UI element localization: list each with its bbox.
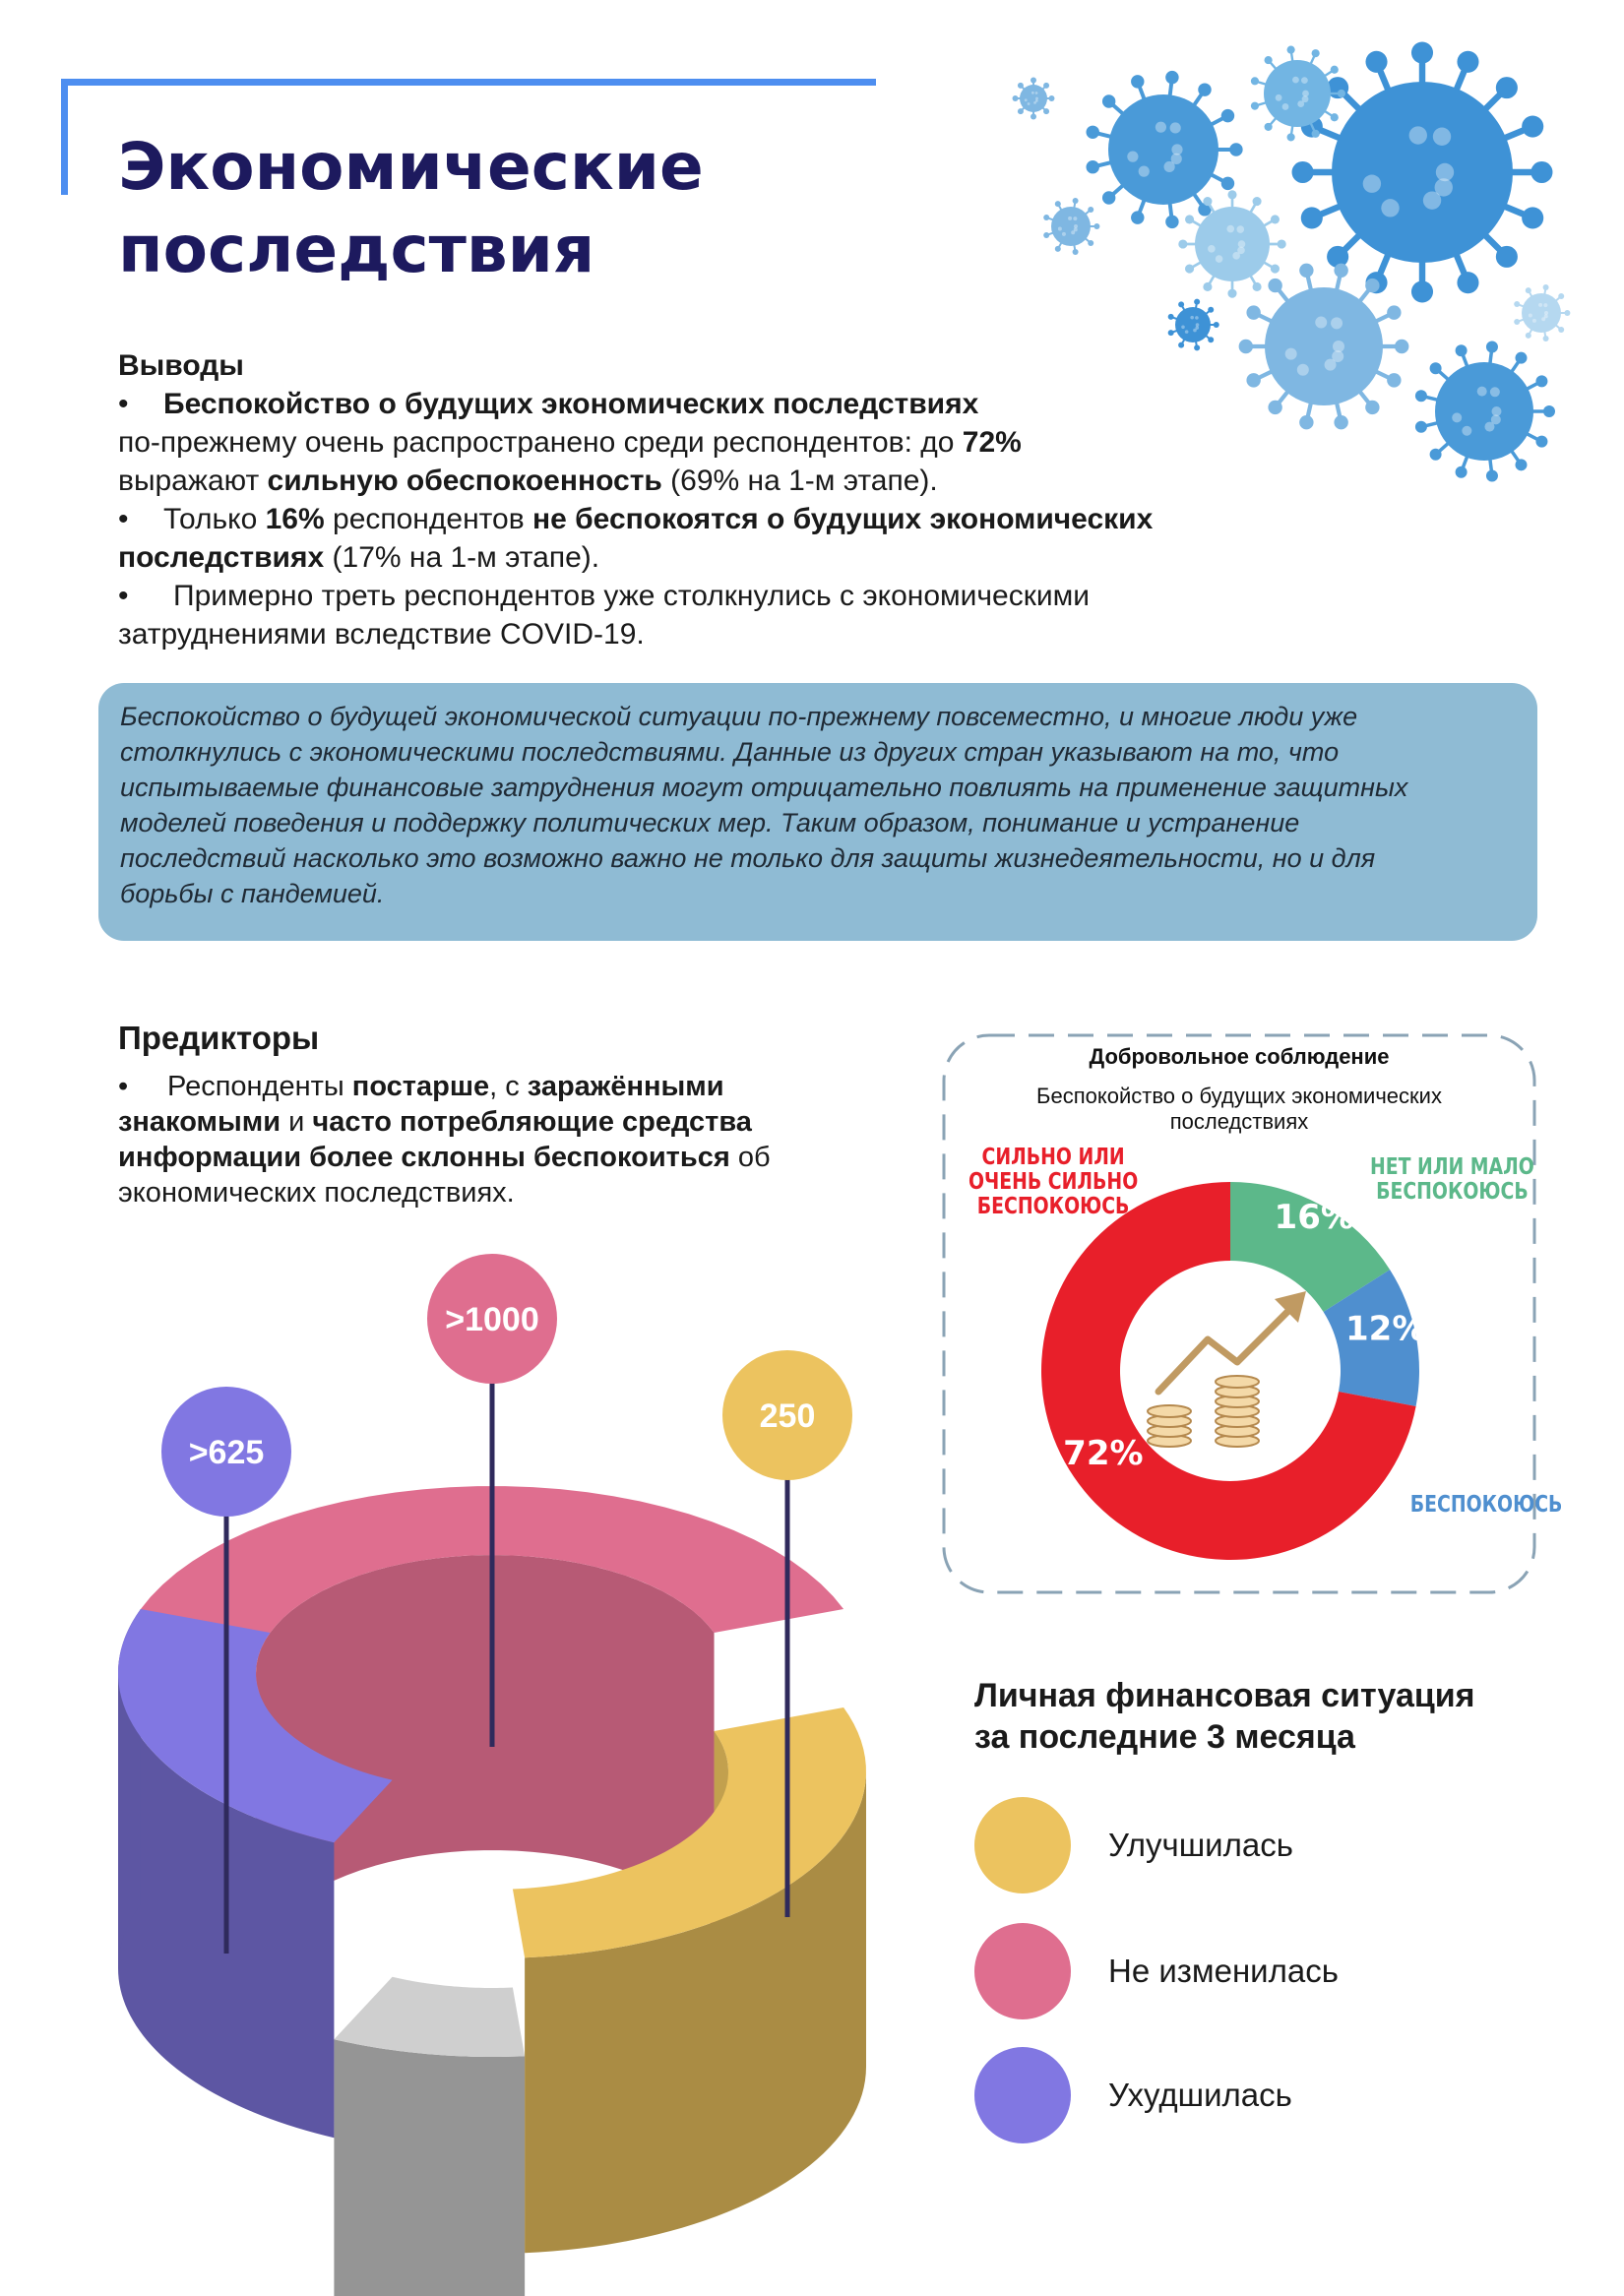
- virus-icon: [1168, 299, 1219, 351]
- donut-slices: [1041, 1182, 1425, 1560]
- page-title-line-1: Экономические: [118, 129, 704, 205]
- virus-icon: [1292, 42, 1553, 303]
- pred-t5: экономических последствиях.: [118, 1177, 515, 1209]
- conclusion-1-bold: Беспокойство о будущих экономических последствиях: [163, 388, 979, 420]
- conclusion-2-percent: 16%: [265, 503, 325, 535]
- predictors-line-1: [118, 1069, 827, 1104]
- conclusion-1-percent: 72%: [962, 426, 1022, 459]
- callout-line-4: моделей поведения и поддержку политических мер. Таким образом, понимание и устранение: [120, 808, 1300, 838]
- conclusion-2-cont: [118, 538, 1358, 577]
- conclusions-section: [118, 346, 1358, 653]
- conclusion-1-text: по-прежнему очень распространено среди респондентов: до: [118, 426, 963, 459]
- callout-line-1: Беспокойство о будущей экономической ситуации по-прежнему повсеместно, и многие люди уже: [120, 702, 1358, 731]
- conclusion-1-text-3: (69% на 1-м этапе).: [661, 465, 938, 497]
- financial-situation-ring-chart: [98, 1220, 886, 2145]
- predictors-text: [118, 1069, 827, 1210]
- conclusion-2-text-3: (17% на 1-м этапе).: [324, 541, 600, 574]
- bullet: •: [118, 503, 129, 535]
- predictors-line-2: [118, 1104, 827, 1140]
- bullet: •: [118, 580, 129, 612]
- bullet: •: [118, 388, 129, 420]
- pred-b4: часто потребляющие средства: [312, 1106, 752, 1138]
- pin-value-label: >625: [188, 1434, 265, 1471]
- ring-segment-top: [334, 1977, 525, 2057]
- legend-title: [974, 1675, 1475, 1758]
- conclusion-2-text: Только: [163, 503, 266, 535]
- red-slice-label-2: ОЧЕНЬ СИЛЬНО: [968, 1167, 1139, 1195]
- conclusion-2-bold: не беспокоятся о будущих экономических: [532, 503, 1154, 535]
- donut-heading: Добровольное соблюдение: [1089, 1044, 1390, 1069]
- conclusion-2-text-2: респондентов: [324, 503, 532, 535]
- legend-label: Не изменилась: [1108, 1953, 1339, 1989]
- ring-outer-wall: [334, 2039, 525, 2296]
- conclusions-heading: Выводы: [118, 349, 244, 382]
- conclusion-3-text: Примерно треть респондентов уже столкнулись с экономическими: [173, 580, 1091, 612]
- green-slice-label-2: БЕСПОКОЮСЬ: [1376, 1177, 1529, 1205]
- legend-swatch: [974, 1797, 1071, 1893]
- red-slice-label-1: СИЛЬНО ИЛИ: [981, 1143, 1125, 1170]
- blue-slice-label: БЕСПОКОЮСЬ: [1409, 1490, 1563, 1518]
- conclusion-1-cont-2: [118, 462, 1358, 500]
- callout-box: [98, 683, 1537, 941]
- legend-title-line-2: за последние 3 месяца: [974, 1718, 1355, 1756]
- conclusion-1: [118, 385, 1358, 423]
- predictors-line-3: [118, 1140, 827, 1175]
- donut-subtitle-1: Беспокойство о будущих экономических: [1036, 1084, 1442, 1108]
- virus-icon: [1251, 45, 1345, 141]
- predictors-heading: Предикторы: [118, 1020, 320, 1056]
- donut-value-label: 72%: [1063, 1434, 1144, 1474]
- virus-icon: [1087, 71, 1243, 228]
- conclusion-2: [118, 500, 1358, 538]
- virus-icon: [1514, 284, 1570, 341]
- legend-swatch: [974, 1923, 1071, 2019]
- donut-subtitle-2: последствиях: [1169, 1109, 1309, 1134]
- page-title-line-2: последствия: [118, 212, 595, 287]
- pred-b3: знакомыми: [118, 1106, 281, 1138]
- conclusion-2-bold-2: последствиях: [118, 541, 325, 574]
- pred-t1: Респонденты: [167, 1071, 352, 1102]
- pred-t4: об: [729, 1142, 771, 1173]
- callout-line-6: борьбы с пандемией.: [120, 879, 385, 908]
- callout-line-2: столкнулись с экономическими последствиями. Данные из других стран указывают на то, что: [120, 737, 1340, 767]
- pred-b5: информации более склонны беспокоиться: [118, 1142, 730, 1173]
- conclusion-3-text-2: затруднениями вследствие COVID-19.: [118, 618, 645, 651]
- legend-title-line-1: Личная финансовая ситуация: [974, 1677, 1475, 1714]
- conclusion-3: [118, 577, 1358, 615]
- legend-label: Ухудшилась: [1108, 2077, 1292, 2113]
- legend-swatch: [974, 2047, 1071, 2143]
- pred-b2: заражёнными: [527, 1071, 724, 1102]
- callout-line-3: испытываемые финансовые затруднения могут отрицательно повлиять на применение защитных: [120, 773, 1408, 802]
- page-title: [118, 126, 704, 291]
- pred-b1: постарше: [351, 1071, 490, 1102]
- donut-value-label: 12%: [1345, 1309, 1426, 1349]
- header-accent-bar: [61, 79, 68, 195]
- virus-icon: [1013, 78, 1055, 120]
- conclusion-3-cont: [118, 615, 1358, 653]
- header-accent-line: [61, 79, 876, 86]
- pin-value-label: >1000: [445, 1301, 539, 1338]
- predictors-line-4: [118, 1175, 827, 1210]
- pred-t3: и: [281, 1106, 313, 1138]
- donut-value-label: 16%: [1274, 1197, 1354, 1237]
- worry-donut-chart: [940, 1031, 1563, 1596]
- pin-value-label: 250: [759, 1397, 816, 1435]
- coins-arrow-icon: [1148, 1291, 1306, 1447]
- bullet: •: [118, 1071, 129, 1102]
- pred-t2: , с: [489, 1071, 528, 1102]
- legend-label: Улучшилась: [1108, 1827, 1293, 1863]
- virus-icon: [1415, 341, 1555, 481]
- conclusion-1-cont: [118, 423, 1358, 462]
- red-slice-label-3: БЕСПОКОЮСЬ: [976, 1192, 1130, 1219]
- virus-icon: [1043, 198, 1099, 255]
- conclusion-1-bold-2: сильную обеспокоенность: [267, 465, 662, 497]
- callout-line-5: последствий насколько это возможно важно не только для защиты жизнедеятельности, но и для: [120, 843, 1376, 873]
- green-slice-label-1: НЕТ ИЛИ МАЛО: [1369, 1152, 1534, 1180]
- conclusion-1-text-2: выражают: [118, 465, 268, 497]
